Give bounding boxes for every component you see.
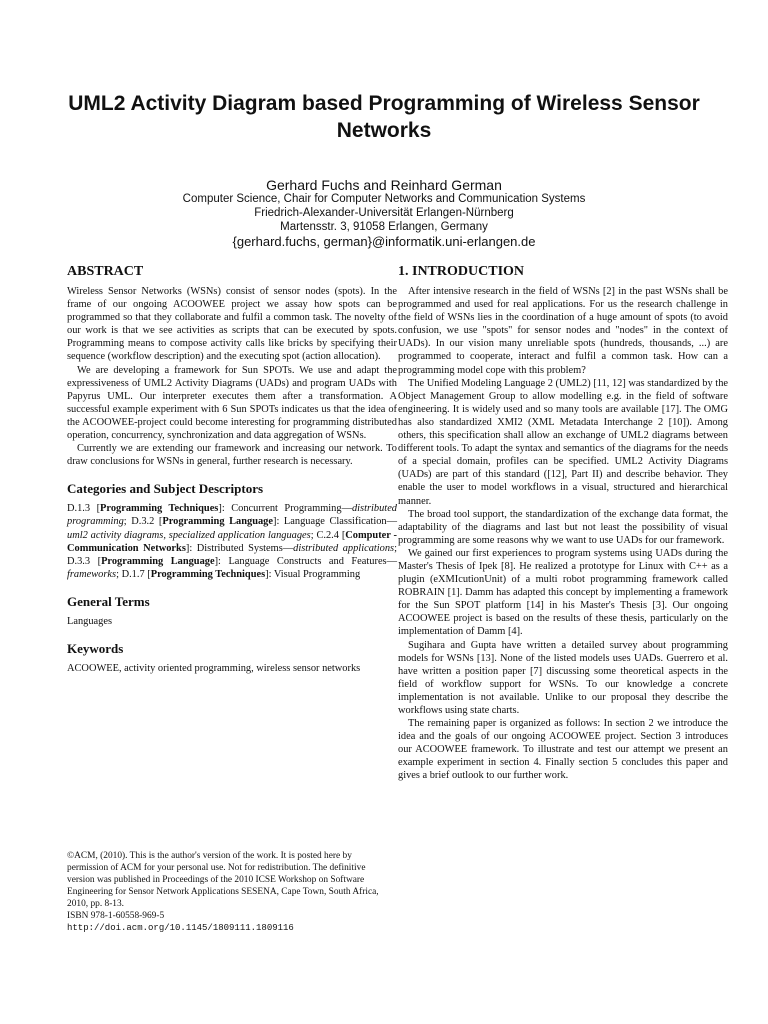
categories-text: D.1.3 [Programming Techniques]: Concurrent Programming—distributed programming; D.3.2 [Programming Language]: Language Classification—uml2 activity diagrams, specialized application languages; C.2.4 [Computer - Communication Networks]: Distributed Systems—distributed applications; D.3.3 [Programming Language]: Language Constructs and Features—frameworks; D.1.7 [Programming Techniques]: Visual Programming bbox=[67, 503, 398, 580]
general-terms-heading: General Terms bbox=[67, 593, 150, 609]
intro-paragraph-6: The remaining paper is organized as follows: In section 2 we introduce the idea and the goals of our ongoing ACOOWEE project. Section 3 introduces our ACOOWEE framework. To illustrate and test our attempt we present an example experiment in section 4. Finally section 5 concludes this paper and gives a brief outlook to our further work. bbox=[398, 718, 728, 782]
right-column bbox=[398, 264, 728, 783]
abstract-paragraph-1: Wireless Sensor Networks (WSNs) consist of sensor nodes (spots). In the frame of our ongoing ACOOWEE project we assay how spots can be programmed so that they collaborate and fulfil a common task. The novelty of our work is that we see activities as scripts that can be executed by spots. Programming means to compose activity calls like bricks by specifying their sequence (workflow description) and the executing spot (action allocation). bbox=[67, 286, 397, 363]
author-emails: {gerhard.fuchs, german}@informatik.uni-erlangen.de bbox=[232, 234, 536, 249]
general-terms-text: Languages bbox=[67, 615, 113, 627]
intro-paragraph-3: The broad tool support, the standardization of the exchange data format, the adaptability of the diagrams and last but not least the possibility of visual programming are some reasons why we want to use UADs for our framework. bbox=[398, 508, 728, 546]
abstract-paragraph-2: We are developing a framework for Sun SPOTs. We use and adapt the expressiveness of UML2 Activity Diagrams (UADs) and program UADs with Papyrus UML. Our interpreter executes them after a transformation. A successful example experiment with 6 Sun SPOTs indicates us that the idea of the ACOOWEE-project could become interesting for programming distributed operation, concurrency, synchronization and data aggregation of WSNs. bbox=[67, 364, 397, 442]
intro-paragraph-4: We gained our first experiences to program systems using UADs during the Master's Thesis of Ipek [8]. He realized a prototype for Linux with C++ as a plugin (eXMIcutionUnit) of a multi robot programming framework called ROBRAIN [1]. Damm has adapted this concept by implementing a framework for the Sun SPOT platform [14] in his Master's Thesis [3]. Our ongoing ACOOWEE project is based on the results of these thesis, particularly on the implementation of Damm [4]. bbox=[398, 547, 728, 638]
intro-paragraph-2: The Unified Modeling Language 2 (UML2) [11, 12] was standardized by the Object Management Group to allow modelling e.g. in the field of software engineering. It is widely used and so many tools are available [17]. The OMG has also standardized XMI2 (XML Metadata Interchange 2 [10]). Among others, this specification shall allow an exchange of UML2 diagrams between different tools. To adapt the syntax and semantics of the diagrams for the needs of a special domain, profiles can be specified. UML2 Activity Diagrams (UADs) are part of this standard ([12], Part II) and describe behavior. They enable the user to model workflows in a visual, structured and hierarchical manner. bbox=[398, 377, 728, 507]
doi-link[interactable]: http://doi.acm.org/10.1145/1809111.1809116 bbox=[67, 923, 294, 933]
intro-paragraph-1: After intensive research in the field of WSNs [2] in the past WSNs shall be programmed and used for real applications. For us the research challenge in the field of WSNs lies in the coordination of a huge amount of spots (to avoid confusion, we use "spots" for sensor nodes and "nodes" in the context of UADs). In our vision many unreliable spots (hundreds, thousands, ...) are programmed to cooperate, interact and fulfil a common task. How can a programming model cope with this problem? bbox=[398, 286, 728, 376]
categories-heading: Categories and Subject Descriptors bbox=[67, 481, 264, 497]
keywords-heading: Keywords bbox=[67, 640, 124, 656]
keywords-text: ACOOWEE, activity oriented programming, wireless sensor networks bbox=[67, 662, 361, 674]
left-column bbox=[67, 264, 397, 675]
abstract-heading: ABSTRACT bbox=[67, 264, 144, 279]
intro-paragraph-5: Sugihara and Gupta have written a detailed survey about programming models for WSNs [13]. None of the listed models uses UADs. Guerrero et al. have written a position paper [7] discussing some theoretical aspects in the field of workflow support for WSNs. To our knowledge a concrete implementation is not available. Unlike to our proposal they describe the workflows using state charts. bbox=[398, 639, 728, 716]
affiliation-line-2: Friedrich-Alexander-Universität Erlangen-Nürnberg bbox=[254, 207, 514, 219]
introduction-heading: 1. INTRODUCTION bbox=[398, 264, 525, 279]
authors: Gerhard Fuchs and Reinhard German bbox=[266, 177, 502, 193]
abstract-paragraph-3: Currently we are extending our framework and increasing our network. To draw conclusions for WSNs in general, further research is necessary. bbox=[67, 443, 397, 468]
copyright-notice bbox=[67, 850, 387, 934]
affiliation-line-3: Martensstr. 3, 91058 Erlangen, Germany bbox=[280, 221, 488, 233]
copyright-text: ©ACM, (2010). This is the author's version of the work. It is posted here by permission of ACM for your personal use. Not for redistribution. The definitive version was published in Proceedings of the 2010 ICSE Workshop on Software Engineering for Sensor Network Applications SESENA, Cape Town, South Africa, 2010, pp. 8-13. bbox=[67, 851, 379, 909]
isbn: ISBN 978-1-60558-969-5 bbox=[67, 911, 165, 921]
affiliation bbox=[40, 192, 728, 234]
affiliation-line-1: Computer Science, Chair for Computer Networks and Communication Systems bbox=[182, 193, 586, 205]
paper-title: UML2 Activity Diagram based Programming of Wireless Sensor Networks bbox=[68, 92, 700, 142]
